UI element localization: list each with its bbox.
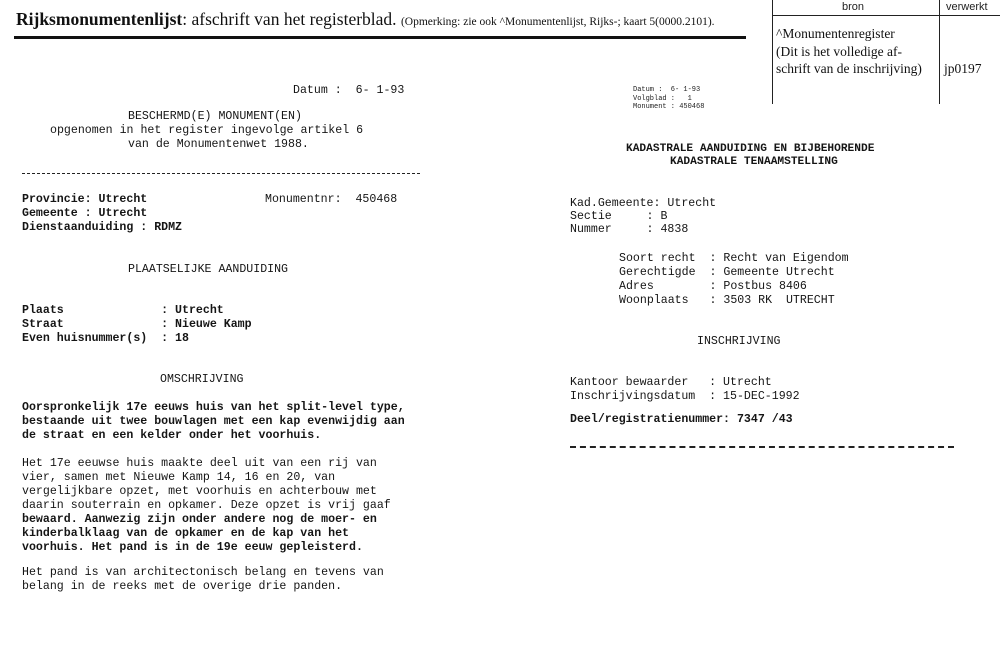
para2-line-4: daarin souterrain en opkamer. Deze opzet is vrij gaaf — [22, 499, 391, 512]
right-separator — [570, 446, 954, 448]
dienstaanduiding: Dienstaanduiding : RDMZ — [22, 221, 183, 234]
left-datum: Datum : 6- 1-93 — [293, 84, 405, 97]
column-header-bron: bron — [842, 1, 865, 13]
plaatselijke-aanduiding-title: PLAATSELIJKE AANDUIDING — [128, 263, 289, 276]
kadastrale-title-2: KADASTRALE TENAAMSTELLING — [670, 156, 838, 168]
provincie: Provincie: Utrecht — [22, 193, 148, 206]
gerechtigde: Gerechtigde : Gemeente Utrecht — [619, 266, 835, 279]
deel-registratienummer: Deel/registratienummer: 7347 /43 — [570, 413, 793, 426]
para1-line-2: bestaande uit twee bouwlagen met een kap evenwijdig aan — [22, 415, 405, 428]
header-title-bold: Rijksmonumentenlijst — [16, 9, 183, 29]
bron-line-3: schrift van de inschrijving) — [776, 61, 922, 76]
inschrijvingsdatum: Inschrijvingsdatum : 15-DEC-1992 — [570, 390, 800, 403]
inschrijving-title: INSCHRIJVING — [697, 335, 781, 348]
para2-line-5: bewaard. Aanwezig zijn onder andere nog de moer- en — [22, 513, 377, 526]
left-separator — [22, 173, 420, 174]
para2-line-2: vier, samen met Nieuwe Kamp 14, 16 en 20, van — [22, 471, 336, 484]
left-heading-1: BESCHERMD(E) MONUMENT(EN) — [128, 110, 302, 123]
right-small-datum: Datum : 6- 1-93 — [633, 86, 701, 94]
para3-line-1: Het pand is van architectonisch belang en tevens van — [22, 566, 384, 579]
para2-line-6: kinderbalklaag van de opkamer en de kap van het — [22, 527, 349, 540]
para1-line-1: Oorspronkelijk 17e eeuws huis van het split-level type, — [22, 401, 405, 414]
page-header-title — [16, 9, 715, 30]
para2-line-1: Het 17e eeuwse huis maakte deel uit van een rij van — [22, 457, 377, 470]
plaats: Plaats : Utrecht — [22, 304, 224, 317]
header-rule — [14, 36, 746, 39]
huisnummers: Even huisnummer(s) : 18 — [22, 332, 189, 345]
para2-line-7: voorhuis. Het pand is in de 19e eeuw gepleisterd. — [22, 541, 363, 554]
right-small-volgblad: Volgblad : 1 — [633, 94, 692, 103]
straat: Straat : Nieuwe Kamp — [22, 318, 252, 331]
column-header-verwerkt: verwerkt — [946, 1, 988, 13]
bron-line-2: (Dit is het volledige af- — [776, 43, 902, 59]
header-title-rest: : afschrift van het registerblad. — [182, 9, 397, 29]
gemeente: Gemeente : Utrecht — [22, 207, 148, 220]
adres: Adres : Postbus 8406 — [619, 280, 807, 293]
right-small-monument: Monument : 450468 — [633, 103, 705, 111]
bron-line-1: ^Monumentenregister — [776, 26, 895, 41]
omschrijving-title: OMSCHRIJVING — [160, 373, 244, 386]
kantoor-bewaarder: Kantoor bewaarder : Utrecht — [570, 376, 772, 389]
sectie: Sectie : B — [570, 210, 668, 223]
para2-line-3: vergelijkbare opzet, met voorhuis en achterbouw met — [22, 485, 377, 498]
soort-recht: Soort recht : Recht van Eigendom — [619, 252, 849, 265]
monumentnr: Monumentnr: 450468 — [265, 193, 398, 206]
woonplaats: Woonplaats : 3503 RK UTRECHT — [619, 294, 835, 307]
left-heading-3: van de Monumentenwet 1988. — [128, 138, 309, 151]
nummer: Nummer : 4838 — [570, 223, 689, 236]
left-heading-2: opgenomen in het register ingevolge artikel 6 — [50, 124, 364, 137]
para1-line-3: de straat en een kelder onder het voorhuis. — [22, 429, 322, 442]
kadastrale-title-1: KADASTRALE AANDUIDING EN BIJBEHORENDE — [626, 143, 875, 155]
verwerkt-value: jp0197 — [944, 61, 982, 76]
register-box — [770, 0, 1000, 104]
register-box-header-rule — [772, 15, 1000, 16]
header-note: (Opmerking: zie ook ^Monumentenlijst, Rijks-; kaart 5(0000.2101). — [400, 16, 715, 28]
kad-gemeente: Kad.Gemeente: Utrecht — [570, 197, 717, 210]
para3-line-2: belang in de reeks met de overige drie panden. — [22, 580, 343, 593]
